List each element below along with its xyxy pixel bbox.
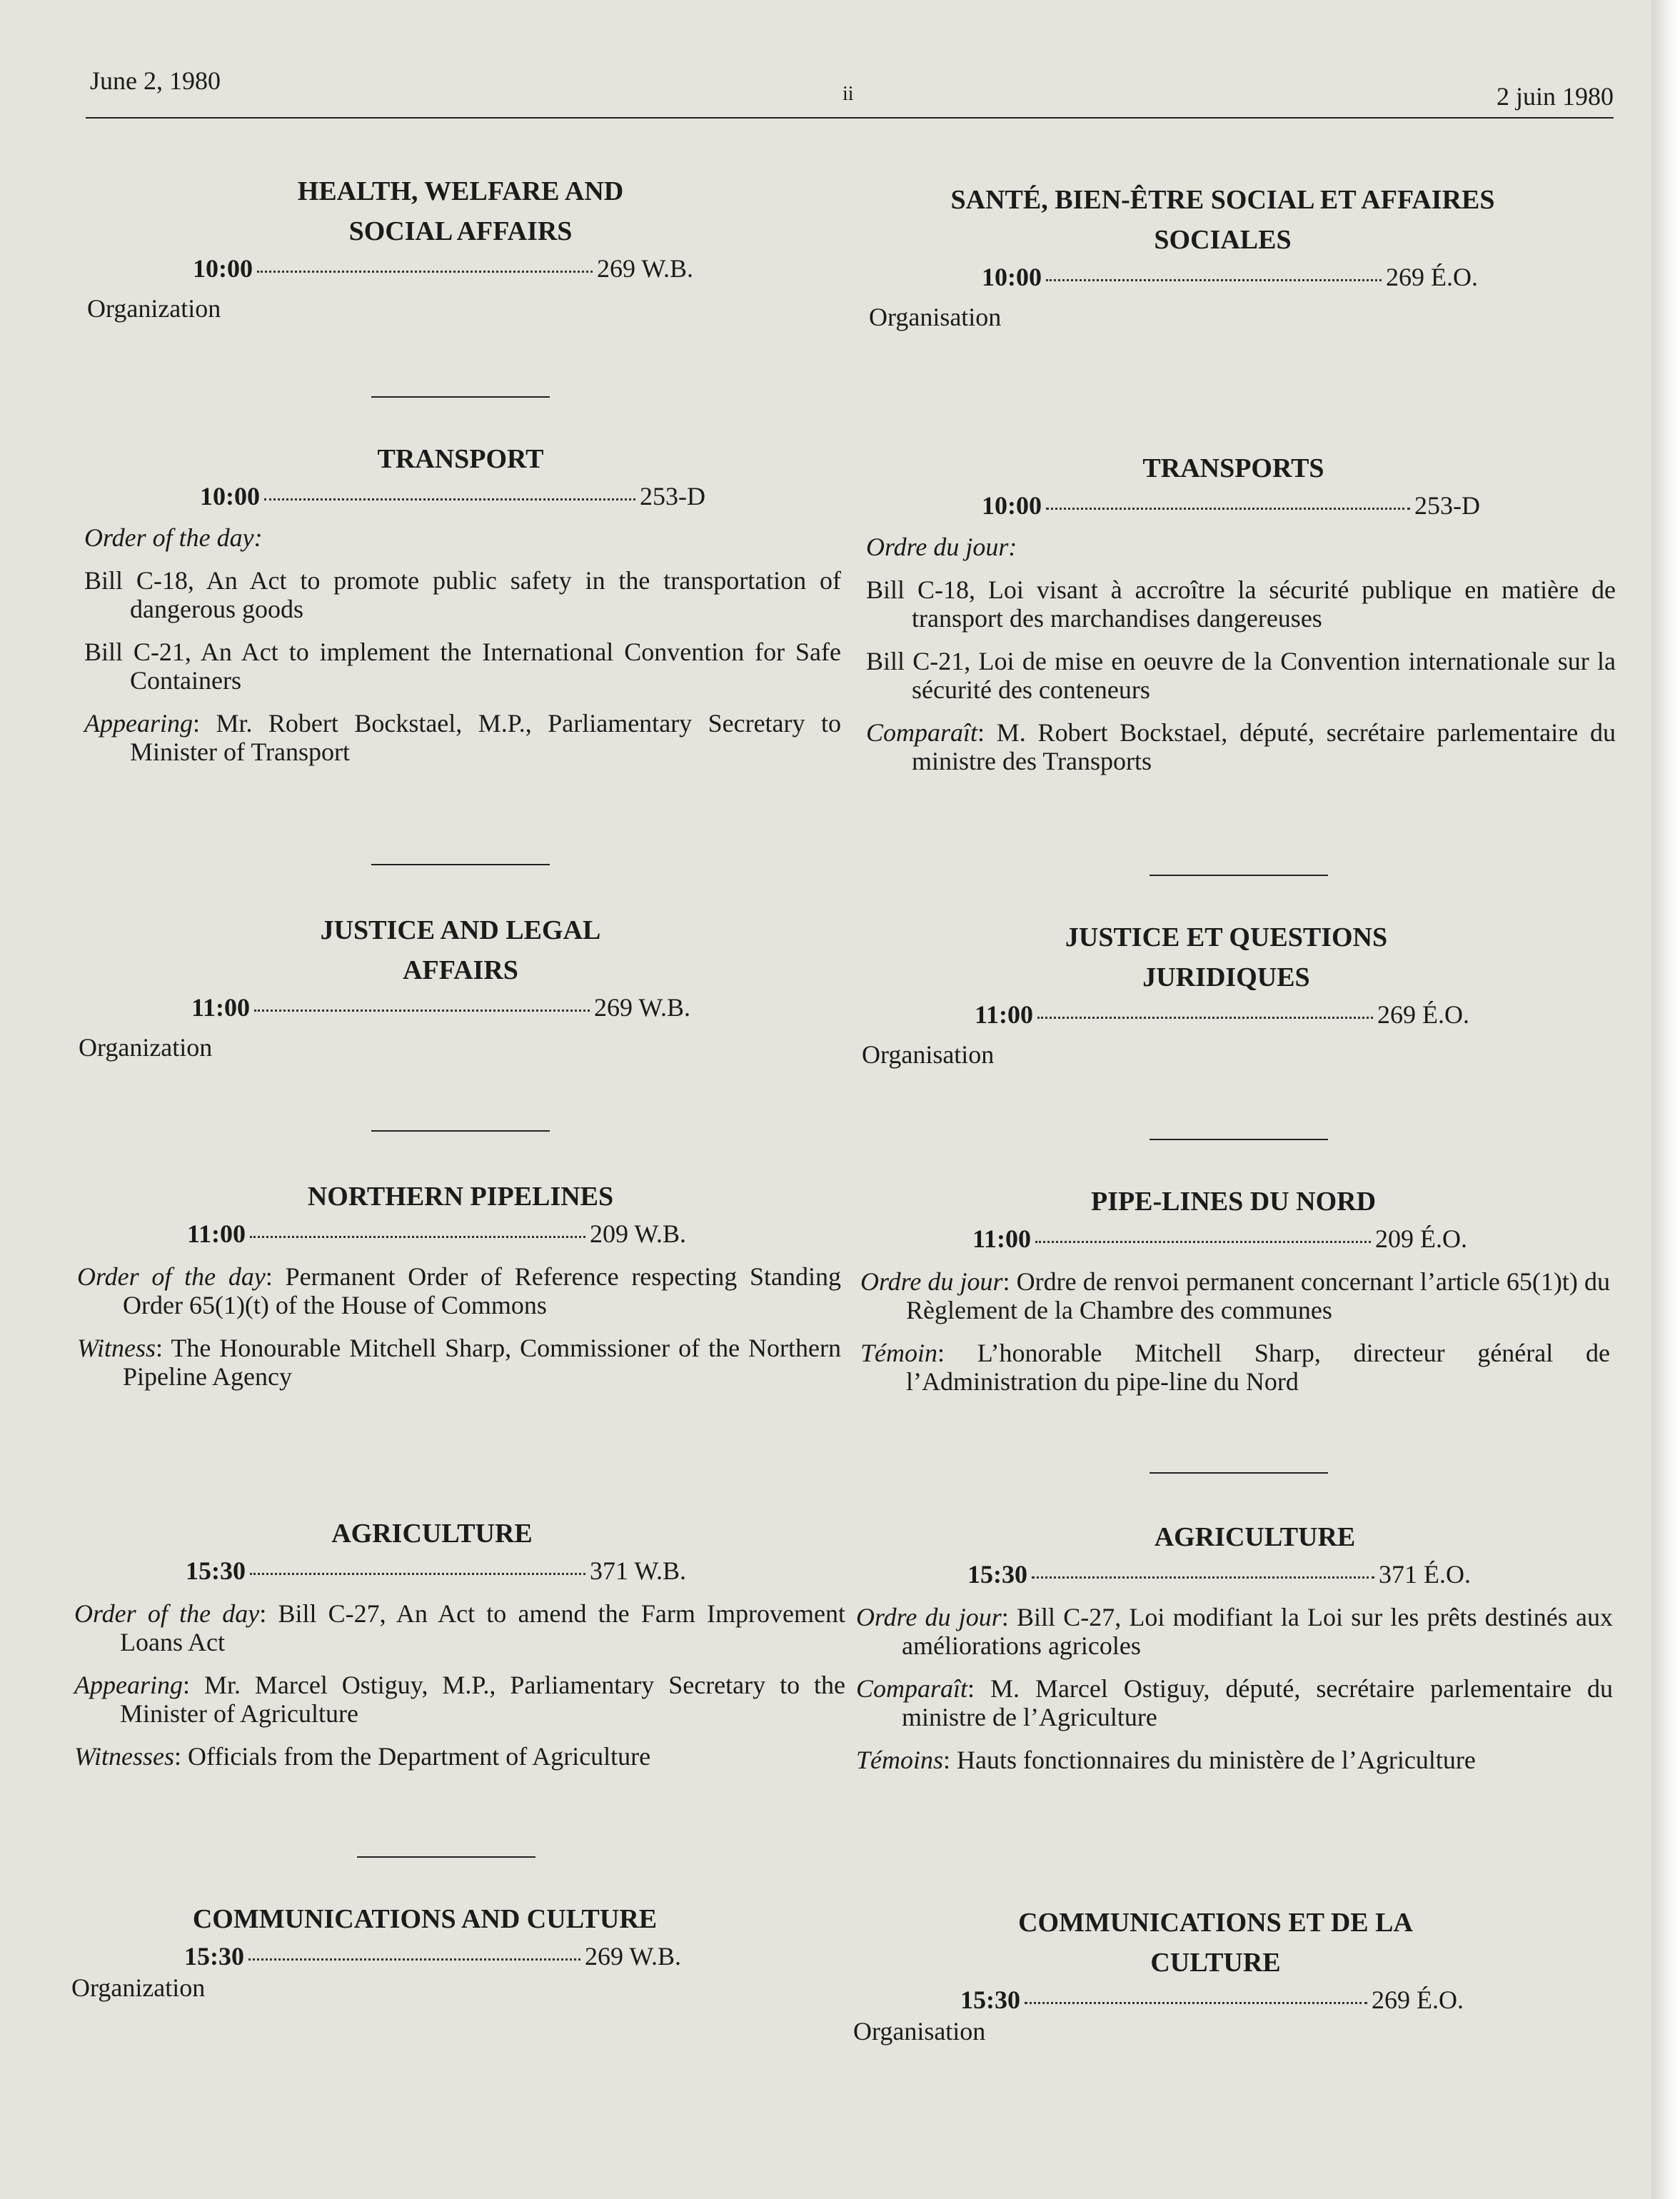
section-justice <box>71 910 850 1062</box>
meeting-room: 209 É.O. <box>1375 1224 1468 1253</box>
dot-leader <box>1032 1576 1374 1579</box>
order-text: Ordre de renvoi permanent concernant l’article 65(1)t) du Règlement de la Chambre des communes <box>906 1267 1610 1324</box>
dot-leader <box>1046 508 1410 510</box>
meeting-time: 11:00 <box>975 1000 1034 1029</box>
time-room-line <box>71 1941 850 1972</box>
agenda: Order of the day: Bill C-18, An Act to promote public safety in the transportation of dangerous goods Bill C-21, An Act to implement the International Convention for Safe Containers Appearing: Mr. Robert Bockstael, M.P., Parliamentary Secretary to Minister of Transport <box>84 523 841 766</box>
meeting-time: 15:30 <box>960 1986 1020 2014</box>
dot-leader <box>264 498 635 500</box>
section-communications <box>71 1899 850 2002</box>
dot-leader <box>1025 2002 1367 2004</box>
section-title: NORTHERN PIPELINES <box>307 1182 614 1212</box>
meeting-room: 253-D <box>1414 491 1480 520</box>
meeting-note: Organisation <box>862 1040 995 1069</box>
appearing-text: Mr. Marcel Ostiguy, M.P., Parliamentary Secretary to the Minister of Agriculture <box>120 1671 845 1728</box>
time-room-line <box>71 992 850 1023</box>
section-agriculture <box>71 1514 850 1785</box>
dot-leader <box>254 1010 590 1012</box>
section-pipe-lines-du-nord <box>853 1182 1614 1410</box>
dot-leader <box>1037 1017 1373 1019</box>
order-text: Bill C-27, An Act to amend the Farm Improvement Loans Act <box>120 1599 845 1656</box>
appearing-text: M. Marcel Ostiguy, député, secrétaire parlementaire du ministre de l’Agriculture <box>902 1674 1613 1731</box>
agenda: Ordre du jour: Ordre de renvoi permanent concernant l’article 65(1)t) du Règlement de la Chambre des communes Témoin: L’honorable Mitchell Sharp, directeur général de l’Administration du pipe-line du Nord <box>860 1267 1610 1396</box>
section-divider <box>371 1130 550 1132</box>
section-title: COMMUNICATIONS ET DE LA CULTURE <box>1018 1908 1413 1978</box>
section-divider <box>357 1856 535 1858</box>
page-header <box>86 61 1614 119</box>
time-room-line <box>853 1223 1614 1254</box>
section-transport <box>71 439 850 780</box>
header-date-english: June 2, 1980 <box>90 66 221 95</box>
meeting-note: Organization <box>79 1033 213 1062</box>
dot-leader <box>248 1958 580 1961</box>
time-room-line <box>853 261 1614 293</box>
agenda: Order of the day: Permanent Order of Reference respecting Standing Order 65(1)(t) of the House of Commons Witness: The Honourable Mitchell Sharp, Commissioner of the Northern Pipeline Agency <box>77 1262 841 1391</box>
meeting-room: 269 É.O. <box>1372 1986 1464 2014</box>
section-justice-questions <box>853 917 1614 1069</box>
header-page-number: ii <box>842 83 854 105</box>
appearing-label: Comparaît <box>866 718 978 747</box>
page-edge <box>1651 0 1680 2199</box>
appearing-text: Mr. Robert Bockstael, M.P., Parliamentary Secretary to Minister of Transport <box>130 709 841 766</box>
bill-c21: Bill C-21, Loi de mise en oeuvre de la Convention internationale sur la sécurité des conteneurs <box>866 647 1616 704</box>
dot-leader <box>250 1236 585 1238</box>
meeting-note: Organization <box>71 1973 206 2002</box>
meeting-note: Organization <box>87 294 221 323</box>
section-title: PIPE-LINES DU NORD <box>1090 1187 1377 1217</box>
witnesses-text: Hauts fonctionnaires du ministère de l’Agriculture <box>957 1746 1476 1774</box>
bill-c18: Bill C-18, An Act to promote public safety in the transportation of dangerous goods <box>84 566 841 623</box>
time-room-line <box>71 1555 850 1586</box>
appearing-label: Appearing <box>74 1671 183 1699</box>
order-of-day-label: Ordre du jour <box>860 1267 1003 1296</box>
witnesses-text: Officials from the Department of Agriculture <box>188 1742 651 1771</box>
meeting-time: 15:30 <box>184 1942 244 1971</box>
agenda: Ordre du jour: Bill C-27, Loi modifiant la Loi sur les prêts destinés aux améliorations agricoles Comparaît: M. Marcel Ostiguy, député, secrétaire parlementaire du ministre de l’Agriculture Témoins: Hauts fonctionnaires du ministère de l’Agriculture <box>856 1603 1613 1774</box>
section-agriculture-fr <box>853 1517 1614 1788</box>
meeting-time: 11:00 <box>191 993 251 1022</box>
dot-leader <box>1035 1241 1371 1243</box>
meeting-room: 269 É.O. <box>1386 263 1478 291</box>
meeting-room: 269 W.B. <box>597 254 694 283</box>
section-divider <box>1150 875 1328 876</box>
meeting-room: 371 W.B. <box>590 1556 687 1585</box>
section-health-welfare <box>71 171 850 323</box>
meeting-room: 269 W.B. <box>585 1942 682 1971</box>
meeting-time: 10:00 <box>982 263 1042 291</box>
meeting-time: 10:00 <box>200 482 260 510</box>
order-of-day-label: Ordre du jour <box>856 1603 1002 1631</box>
section-title: AGRICULTURE <box>1154 1522 1356 1552</box>
meeting-note: Organisation <box>853 2017 986 2045</box>
section-divider <box>1150 1139 1328 1140</box>
witness-text: The Honourable Mitchell Sharp, Commissioner of the Northern Pipeline Agency <box>123 1334 841 1391</box>
meeting-room: 269 É.O. <box>1377 1000 1470 1029</box>
section-northern-pipelines <box>71 1177 850 1405</box>
order-text: Bill C-27, Loi modifiant la Loi sur les prêts destinés aux améliorations agricoles <box>902 1603 1613 1660</box>
bill-c18: Bill C-18, Loi visant à accroître la sécurité publique en matière de transport des marchandises dangereuses <box>866 575 1616 633</box>
time-room-line <box>71 1218 850 1249</box>
time-room-line <box>853 1559 1614 1590</box>
section-divider <box>371 864 550 865</box>
section-title: AGRICULTURE <box>331 1519 533 1549</box>
section-title: JUSTICE ET QUESTIONS JURIDIQUES <box>1065 922 1388 992</box>
section-communications-fr <box>853 1903 1614 2045</box>
meeting-time: 11:00 <box>972 1224 1032 1253</box>
header-date-french: 2 juin 1980 <box>1496 82 1614 111</box>
section-divider <box>371 396 550 398</box>
dot-leader <box>257 271 593 273</box>
meeting-time: 11:00 <box>187 1219 246 1248</box>
time-room-line <box>71 480 850 512</box>
witness-text: L’honorable Mitchell Sharp, directeur général de l’Administration du pipe-line du Nord <box>906 1339 1610 1396</box>
section-title: COMMUNICATIONS AND CULTURE <box>192 1904 658 1934</box>
time-room-line <box>853 1984 1614 2016</box>
order-of-day-label: Order of the day <box>74 1599 260 1628</box>
appearing-label: Appearing <box>84 709 193 738</box>
bill-c21: Bill C-21, An Act to implement the International Convention for Safe Containers <box>84 638 841 695</box>
time-room-line <box>71 253 850 284</box>
meeting-time: 15:30 <box>967 1560 1027 1589</box>
meeting-note: Organisation <box>869 303 1002 331</box>
order-of-day-label: Order of the day <box>84 523 254 552</box>
appearing-label: Comparaît <box>856 1674 968 1703</box>
meeting-time: 15:30 <box>186 1556 246 1585</box>
meeting-room: 269 W.B. <box>594 993 691 1022</box>
section-transports <box>853 448 1614 790</box>
meeting-time: 10:00 <box>982 491 1042 520</box>
witnesses-label: Witnesses <box>74 1742 174 1771</box>
agenda: Order of the day: Bill C-27, An Act to amend the Farm Improvement Loans Act Appearing: Mr. Marcel Ostiguy, M.P., Parliamentary Secretary to the Minister of Agriculture Witnesses: Officials from the Department of Agriculture <box>74 1599 845 1771</box>
meeting-room: 209 W.B. <box>590 1219 687 1248</box>
section-title: SANTÉ, BIEN-ÊTRE SOCIAL ET AFFAIRES SOCIALES <box>950 185 1495 255</box>
meeting-room: 253-D <box>640 482 705 510</box>
meeting-time: 10:00 <box>193 254 253 283</box>
time-room-line <box>853 999 1614 1030</box>
time-room-line <box>853 490 1614 521</box>
dot-leader <box>250 1573 585 1575</box>
section-divider <box>1150 1472 1328 1474</box>
dot-leader <box>1046 279 1382 281</box>
witness-label: Witness <box>77 1334 156 1362</box>
section-title: JUSTICE AND LEGAL AFFAIRS <box>320 915 601 985</box>
order-of-day-label: Ordre du jour <box>866 533 1009 561</box>
header-rule <box>86 117 1614 119</box>
order-text: Permanent Order of Reference respecting Standing Order 65(1)(t) of the House of Commons <box>123 1262 841 1319</box>
witness-label: Témoin <box>860 1339 937 1367</box>
meeting-room: 371 É.O. <box>1379 1560 1471 1589</box>
witnesses-label: Témoins <box>856 1746 944 1774</box>
section-sante-bien-etre <box>853 180 1614 331</box>
section-title: TRANSPORTS <box>1142 453 1324 483</box>
section-title: TRANSPORT <box>377 444 544 474</box>
order-of-day-label: Order of the day <box>77 1262 266 1291</box>
section-title: HEALTH, WELFARE AND SOCIAL AFFAIRS <box>297 176 624 246</box>
appearing-text: M. Robert Bockstael, député, secrétaire parlementaire du ministre des Transports <box>912 718 1616 775</box>
agenda: Ordre du jour: Bill C-18, Loi visant à accroître la sécurité publique en matière de transport des marchandises dangereuses Bill C-21, Loi de mise en oeuvre de la Convention internationale sur la sécurité des conteneurs Comparaît: M. Robert Bockstael, député, secrétaire parlementaire du ministre des Transports <box>866 533 1616 775</box>
